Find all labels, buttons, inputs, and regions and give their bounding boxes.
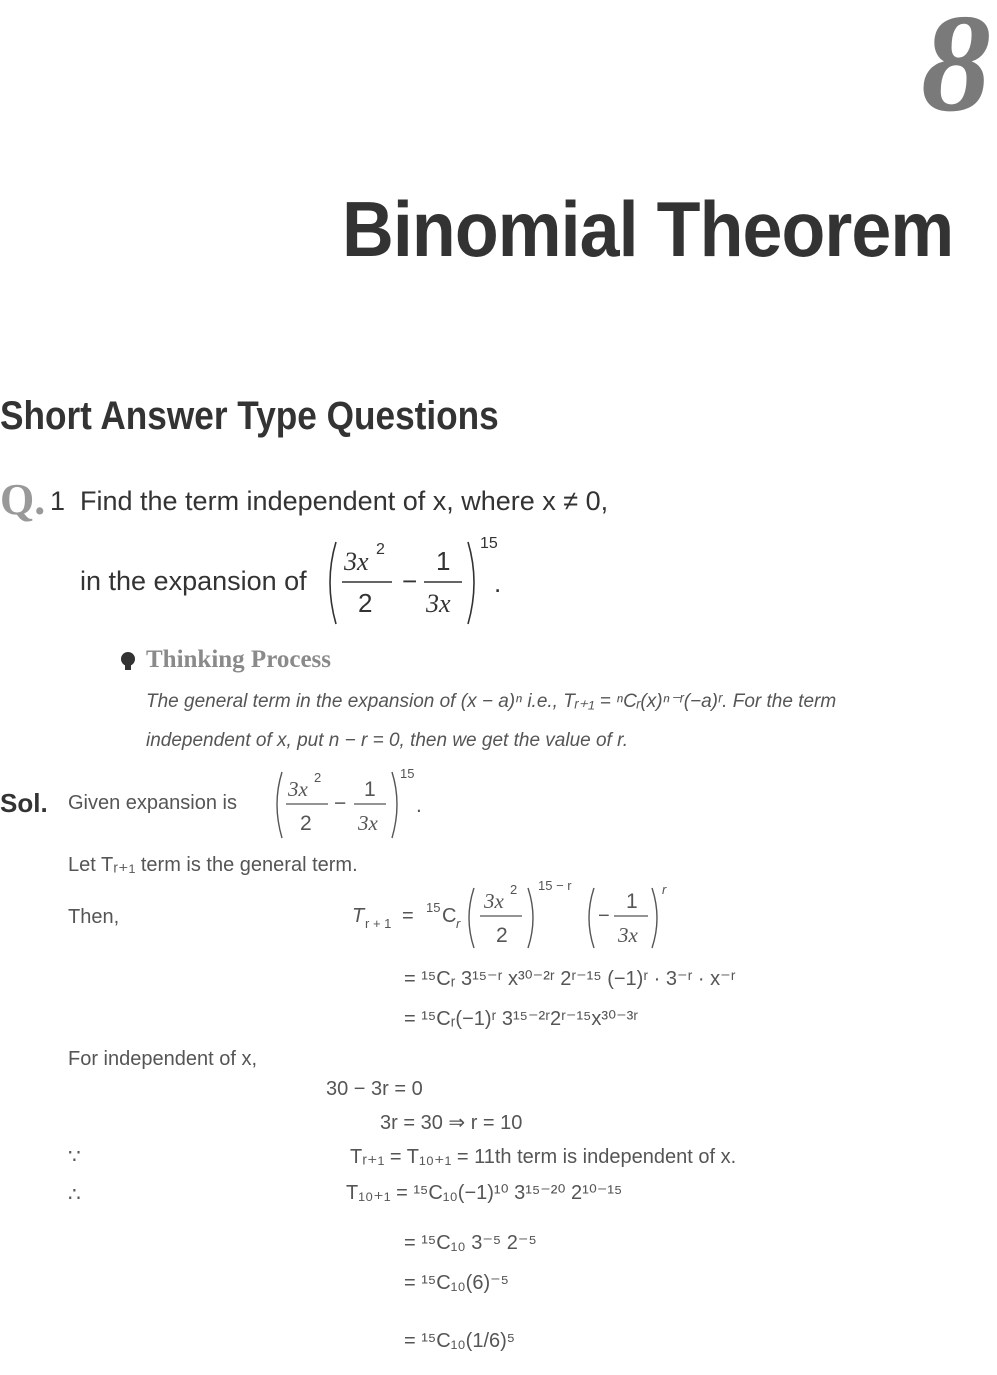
because-symbol: ∵ bbox=[68, 1146, 81, 1168]
svg-text:3x: 3x bbox=[358, 811, 378, 835]
lightbulb-icon bbox=[118, 650, 138, 679]
svg-text:−: − bbox=[334, 792, 347, 815]
therefore-symbol: ∴ bbox=[68, 1184, 81, 1206]
svg-text:.: . bbox=[416, 794, 422, 817]
question-line-2: in the expansion of bbox=[80, 566, 307, 596]
let-text: Let Tᵣ₊₁ term is the general term. bbox=[68, 854, 358, 876]
svg-text:3x: 3x bbox=[618, 923, 638, 947]
svg-text:2: 2 bbox=[358, 588, 373, 618]
thinking-line-1: The general term in the expansion of (x − a)ⁿ i.e., Tᵣ₊₁ = ⁿCᵣ(x)ⁿ⁻ʳ(−a)ʳ. For the term bbox=[146, 691, 837, 712]
svg-text:3x: 3x bbox=[484, 889, 504, 913]
svg-text:15: 15 bbox=[426, 900, 441, 915]
svg-text:3x: 3x bbox=[344, 547, 369, 576]
given-expression bbox=[270, 762, 440, 851]
svg-text:1: 1 bbox=[436, 546, 451, 576]
svg-text:1: 1 bbox=[364, 778, 376, 801]
svg-text:r: r bbox=[456, 916, 461, 931]
question-line-1: Find the term independent of x, where x ≠ 0, bbox=[80, 486, 609, 516]
svg-text:.: . bbox=[494, 568, 502, 598]
svg-text:2: 2 bbox=[376, 541, 385, 558]
svg-text:T: T bbox=[352, 905, 365, 927]
question-expression bbox=[322, 532, 512, 639]
svg-text:3x: 3x bbox=[288, 777, 308, 801]
step-3: = ¹⁵Cᵣ(−1)ʳ 3¹⁵⁻²ʳ2ʳ⁻¹⁵x³⁰⁻³ʳ bbox=[404, 1008, 639, 1030]
svg-text:2: 2 bbox=[496, 924, 508, 947]
svg-text:2: 2 bbox=[300, 812, 312, 835]
equation-1: 30 − 3r = 0 bbox=[326, 1078, 423, 1100]
thinking-line-2: independent of x, put n − r = 0, then we get the value of r. bbox=[146, 730, 629, 751]
svg-text:r + 1: r + 1 bbox=[365, 916, 392, 931]
general-term-expression bbox=[350, 876, 690, 961]
section-heading: Short Answer Type Questions bbox=[0, 394, 499, 438]
equation-4: T₁₀₊₁ = ¹⁵C₁₀(−1)¹⁰ 3¹⁵⁻²⁰ 2¹⁰⁻¹⁵ bbox=[346, 1182, 623, 1204]
for-independent-text: For independent of x, bbox=[68, 1048, 258, 1070]
svg-text:3x: 3x bbox=[426, 589, 451, 618]
svg-text:1: 1 bbox=[626, 890, 638, 913]
svg-text:2: 2 bbox=[510, 882, 518, 897]
given-expression-graphic bbox=[270, 762, 440, 846]
svg-text:15: 15 bbox=[400, 766, 415, 781]
equation-7: = ¹⁵C₁₀(1/6)⁵ bbox=[404, 1330, 516, 1352]
then-text: Then, bbox=[68, 906, 120, 928]
svg-text:r: r bbox=[662, 882, 667, 897]
chapter-number: 8 bbox=[921, 0, 991, 141]
equation-3: Tᵣ₊₁ = T₁₀₊₁ = 11th term is independent of x. bbox=[350, 1146, 737, 1168]
svg-text:−: − bbox=[402, 566, 418, 596]
chapter-title: Binomial Theorem bbox=[342, 185, 954, 273]
equation-2: 3r = 30 ⇒ r = 10 bbox=[380, 1112, 523, 1134]
equation-5: = ¹⁵C₁₀ 3⁻⁵ 2⁻⁵ bbox=[404, 1232, 537, 1254]
svg-text:=: = bbox=[402, 905, 414, 927]
given-text: Given expansion is bbox=[68, 792, 237, 814]
question-number: 1 bbox=[50, 486, 66, 516]
svg-text:C: C bbox=[442, 905, 457, 927]
general-term-graphic bbox=[350, 876, 690, 956]
question-expression-graphic bbox=[322, 532, 512, 632]
svg-text:15: 15 bbox=[480, 535, 498, 552]
svg-text:2: 2 bbox=[314, 770, 322, 785]
solution-label: Sol. bbox=[0, 788, 48, 818]
equation-6: = ¹⁵C₁₀(6)⁻⁵ bbox=[404, 1272, 509, 1294]
svg-text:−: − bbox=[598, 905, 610, 927]
svg-text:15 − r: 15 − r bbox=[538, 878, 572, 893]
thinking-heading: Thinking Process bbox=[146, 646, 331, 673]
question-mark: Q. bbox=[0, 475, 46, 524]
step-2: = ¹⁵Cᵣ 3¹⁵⁻ʳ x³⁰⁻²ʳ 2ʳ⁻¹⁵ (−1)ʳ · 3⁻ʳ · x⁻ʳ bbox=[404, 968, 736, 990]
